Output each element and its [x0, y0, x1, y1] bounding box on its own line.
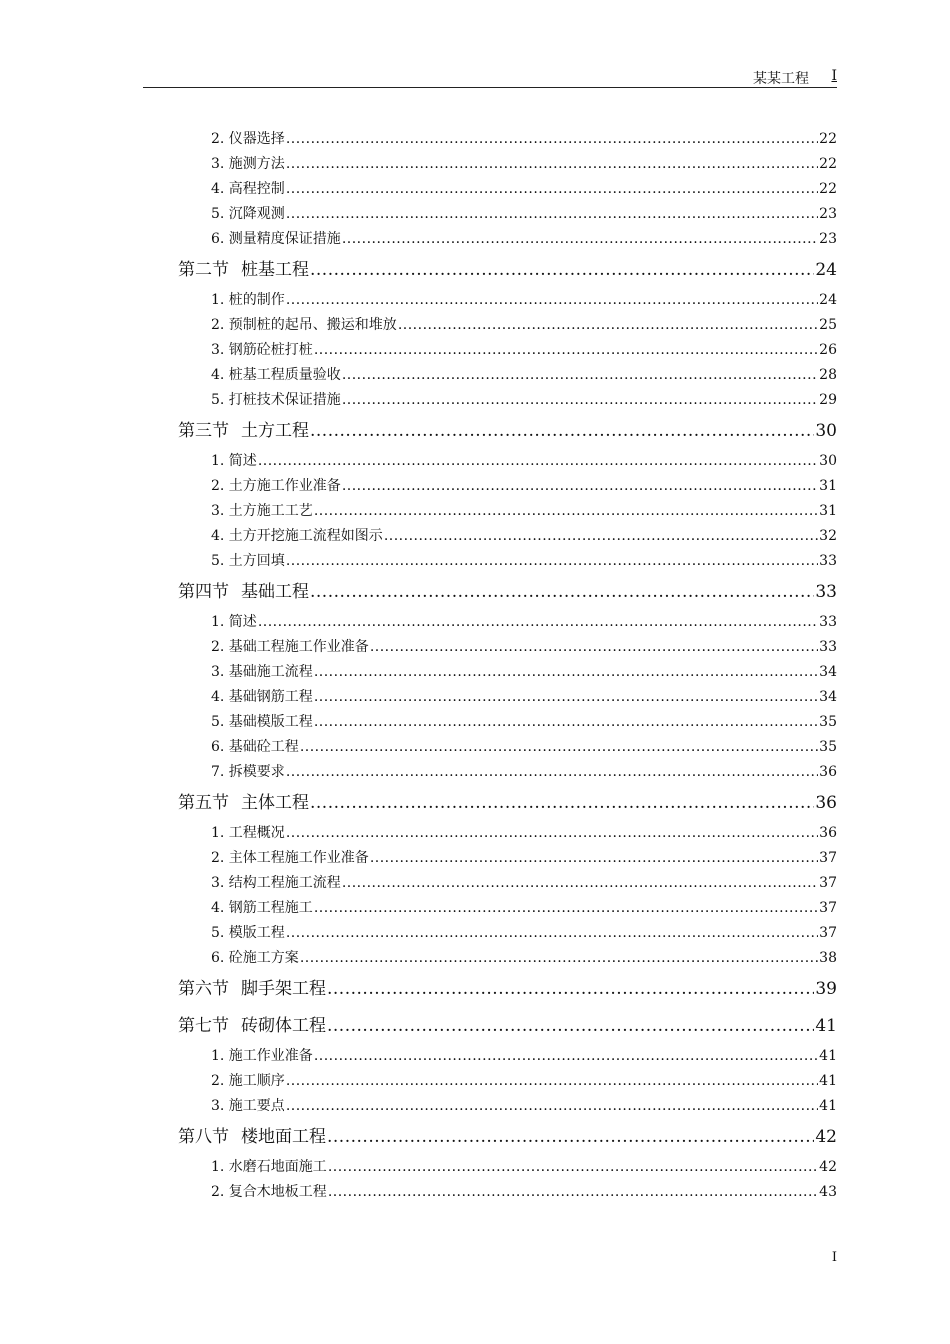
toc-dot-leader [328, 1184, 818, 1200]
toc-page-number: 39 [815, 979, 837, 998]
toc-subsection-entry[interactable] [211, 228, 837, 248]
toc-subsection-entry[interactable] [211, 314, 837, 334]
toc-subsection-entry[interactable] [211, 872, 837, 892]
toc-section-entry[interactable] [178, 1011, 837, 1035]
toc-subsection-entry[interactable] [211, 475, 837, 495]
toc-entry-label: 5. 土方回填 [211, 553, 285, 569]
toc-section-number: 第五节 [178, 793, 229, 812]
toc-page-number: 38 [819, 950, 837, 966]
toc-page-number: 36 [819, 825, 837, 841]
toc-page-number: 23 [819, 231, 837, 247]
toc-subsection-entry[interactable] [211, 761, 837, 781]
toc-page-number: 30 [819, 453, 837, 469]
toc-dot-leader [327, 1016, 814, 1035]
toc-dot-leader [300, 739, 818, 755]
toc-subsection-entry[interactable] [211, 661, 837, 681]
toc-dot-leader [258, 614, 818, 630]
toc-page-number: 33 [819, 614, 837, 630]
toc-subsection-entry[interactable] [211, 364, 837, 384]
toc-subsection-entry[interactable] [211, 1181, 837, 1201]
toc-page-number: 33 [815, 582, 837, 601]
toc-section-title: 楼地面工程 [241, 1127, 326, 1146]
toc-entry-label: 3. 基础施工流程 [211, 664, 313, 680]
toc-page-number: 42 [815, 1127, 837, 1146]
toc-entry-label: 5. 基础模版工程 [211, 714, 313, 730]
toc-page-number: 33 [819, 553, 837, 569]
toc-page-number: 36 [819, 764, 837, 780]
toc-page-number: 43 [819, 1184, 837, 1200]
toc-subsection-entry[interactable] [211, 1045, 837, 1065]
toc-dot-leader [342, 392, 818, 408]
toc-dot-leader [370, 639, 818, 655]
toc-subsection-entry[interactable] [211, 178, 837, 198]
toc-dot-leader [327, 1127, 814, 1146]
toc-dot-leader [286, 764, 818, 780]
toc-entry-label: 4. 土方开挖施工流程如图示 [211, 528, 383, 544]
toc-subsection-entry[interactable] [211, 711, 837, 731]
toc-subsection-entry[interactable] [211, 339, 837, 359]
header-page-number: I [831, 68, 837, 84]
toc-section-entry[interactable] [178, 788, 837, 812]
toc-page-number: 42 [819, 1159, 837, 1175]
toc-page-number: 37 [819, 875, 837, 891]
toc-entry-label: 2. 主体工程施工作业准备 [211, 850, 369, 866]
toc-dot-leader [310, 793, 814, 812]
toc-dot-leader [286, 925, 818, 941]
toc-entry-label: 6. 砼施工方案 [211, 950, 299, 966]
toc-section-title: 桩基工程 [241, 260, 309, 279]
toc-entry-label: 2. 预制桩的起吊、搬运和堆放 [211, 317, 397, 333]
toc-entry-label: 3. 结构工程施工流程 [211, 875, 341, 891]
toc-dot-leader [314, 503, 818, 519]
toc-entry-label: 2. 施工顺序 [211, 1073, 285, 1089]
toc-page-number: 29 [819, 392, 837, 408]
toc-dot-leader [342, 478, 818, 494]
toc-subsection-entry[interactable] [211, 636, 837, 656]
toc-page-number: 36 [815, 793, 837, 812]
toc-subsection-entry[interactable] [211, 1156, 837, 1176]
toc-subsection-entry[interactable] [211, 736, 837, 756]
toc-section-number: 第四节 [178, 582, 229, 601]
toc-subsection-entry[interactable] [211, 1070, 837, 1090]
toc-subsection-entry[interactable] [211, 525, 837, 545]
toc-entry-label: 1. 水磨石地面施工 [211, 1159, 327, 1175]
toc-entry-label: 3. 钢筋砼桩打桩 [211, 342, 313, 358]
toc-entry-label: 5. 沉降观测 [211, 206, 285, 222]
toc-section-entry[interactable] [178, 416, 837, 440]
toc-dot-leader [314, 342, 818, 358]
toc-subsection-entry[interactable] [211, 922, 837, 942]
toc-subsection-entry[interactable] [211, 1095, 837, 1115]
toc-entry-label: 3. 土方施工工艺 [211, 503, 313, 519]
toc-section-title: 主体工程 [241, 793, 309, 812]
toc-entry-label [178, 577, 309, 601]
toc-section-number: 第七节 [178, 1016, 229, 1035]
toc-dot-leader [286, 825, 818, 841]
toc-dot-leader [310, 260, 814, 279]
toc-entry-label [178, 1011, 326, 1035]
toc-page-number: 34 [819, 689, 837, 705]
toc-entry-label: 6. 基础砼工程 [211, 739, 299, 755]
toc-dot-leader [342, 367, 818, 383]
toc-page-number: 34 [819, 664, 837, 680]
toc-entry-label: 2. 基础工程施工作业准备 [211, 639, 369, 655]
toc-page-number: 32 [819, 528, 837, 544]
toc-dot-leader [314, 1048, 818, 1064]
toc-dot-leader [370, 850, 818, 866]
toc-dot-leader [384, 528, 818, 544]
toc-page-number: 41 [819, 1048, 837, 1064]
toc-page-number: 22 [819, 131, 837, 147]
toc-dot-leader [286, 292, 818, 308]
toc-entry-label [178, 974, 326, 998]
toc-page-number: 37 [819, 925, 837, 941]
toc-entry-label: 6. 测量精度保证措施 [211, 231, 341, 247]
toc-page-number: 41 [819, 1073, 837, 1089]
toc-section-title: 基础工程 [241, 582, 309, 601]
toc-dot-leader [310, 421, 814, 440]
toc-section-number: 第八节 [178, 1127, 229, 1146]
toc-subsection-entry[interactable] [211, 450, 837, 470]
toc-subsection-entry[interactable] [211, 203, 837, 223]
toc-section-entry[interactable] [178, 255, 837, 279]
toc-dot-leader [342, 875, 818, 891]
toc-dot-leader [314, 900, 818, 916]
toc-page-number: 31 [819, 503, 837, 519]
toc-page-number: 35 [819, 739, 837, 755]
toc-page-number: 41 [819, 1098, 837, 1114]
toc-dot-leader [286, 181, 818, 197]
toc-entry-label: 1. 工程概况 [211, 825, 285, 841]
toc-subsection-entry[interactable] [211, 847, 837, 867]
toc-dot-leader [314, 714, 818, 730]
header-title: 某某工程 [753, 71, 809, 87]
toc-page-number: 37 [819, 900, 837, 916]
toc-section-entry[interactable] [178, 1122, 837, 1146]
toc-page-number: 24 [815, 260, 837, 279]
toc-dot-leader [398, 317, 818, 333]
toc-subsection-entry[interactable] [211, 128, 837, 148]
toc-page-number: 22 [819, 181, 837, 197]
toc-subsection-entry[interactable] [211, 822, 837, 842]
toc-page-number: 37 [819, 850, 837, 866]
toc-section-number: 第六节 [178, 979, 229, 998]
toc-entry-label: 2. 仪器选择 [211, 131, 285, 147]
toc-dot-leader [286, 553, 818, 569]
toc-section-title: 砖砌体工程 [241, 1016, 326, 1035]
toc-entry-label: 1. 简述 [211, 614, 257, 630]
toc-entry-label: 1. 简述 [211, 453, 257, 469]
toc-dot-leader [286, 131, 818, 147]
toc-entry-label: 5. 模版工程 [211, 925, 285, 941]
toc-subsection-entry[interactable] [211, 153, 837, 173]
toc-dot-leader [286, 1098, 818, 1114]
toc-page-number: 25 [819, 317, 837, 333]
toc-section-entry[interactable] [178, 577, 837, 601]
toc-section-entry[interactable] [178, 974, 837, 998]
toc-subsection-entry[interactable] [211, 611, 837, 631]
toc-page-number: 23 [819, 206, 837, 222]
toc-entry-label [178, 416, 309, 440]
toc-dot-leader [327, 979, 814, 998]
toc-entry-label: 4. 基础钢筋工程 [211, 689, 313, 705]
toc-entry-label: 7. 拆模要求 [211, 764, 285, 780]
toc-subsection-entry[interactable] [211, 500, 837, 520]
toc-dot-leader [314, 664, 818, 680]
toc-dot-leader [342, 231, 818, 247]
toc-entry-label: 4. 高程控制 [211, 181, 285, 197]
toc-dot-leader [314, 689, 818, 705]
toc-entry-label: 3. 施工要点 [211, 1098, 285, 1114]
toc-page-number: 41 [815, 1016, 837, 1035]
toc-entry-label: 1. 施工作业准备 [211, 1048, 313, 1064]
toc-entry-label: 2. 复合木地板工程 [211, 1184, 327, 1200]
toc-dot-leader [328, 1159, 818, 1175]
toc-dot-leader [286, 206, 818, 222]
toc-page-number: 24 [819, 292, 837, 308]
toc-section-number: 第三节 [178, 421, 229, 440]
toc-entry-label: 3. 施测方法 [211, 156, 285, 172]
toc-subsection-entry[interactable] [211, 289, 837, 309]
toc-entry-label: 5. 打桩技术保证措施 [211, 392, 341, 408]
toc-dot-leader [286, 1073, 818, 1089]
toc-page-number: 35 [819, 714, 837, 730]
toc-section-number: 第二节 [178, 260, 229, 279]
toc-entry-label: 2. 土方施工作业准备 [211, 478, 341, 494]
footer-page-number: I [831, 1250, 837, 1265]
toc-page-number: 28 [819, 367, 837, 383]
page-header [143, 66, 837, 88]
toc-page-number: 22 [819, 156, 837, 172]
toc-page-number: 26 [819, 342, 837, 358]
toc-subsection-entry[interactable] [211, 897, 837, 917]
toc-entry-label [178, 1122, 326, 1146]
toc-section-title: 土方工程 [241, 421, 309, 440]
toc-subsection-entry[interactable] [211, 947, 837, 967]
toc-subsection-entry[interactable] [211, 686, 837, 706]
toc-entry-label: 4. 桩基工程质量验收 [211, 367, 341, 383]
toc-subsection-entry[interactable] [211, 550, 837, 570]
toc-entry-label [178, 255, 309, 279]
toc-entry-label [178, 788, 309, 812]
toc-dot-leader [286, 156, 818, 172]
toc-dot-leader [310, 582, 814, 601]
toc-page-number: 30 [815, 421, 837, 440]
toc-dot-leader [300, 950, 818, 966]
toc-entry-label: 1. 桩的制作 [211, 292, 285, 308]
toc-subsection-entry[interactable] [211, 389, 837, 409]
toc-page-number: 31 [819, 478, 837, 494]
toc-dot-leader [258, 453, 818, 469]
toc-section-title: 脚手架工程 [241, 979, 326, 998]
toc-entry-label: 4. 钢筋工程施工 [211, 900, 313, 916]
toc-page-number: 33 [819, 639, 837, 655]
